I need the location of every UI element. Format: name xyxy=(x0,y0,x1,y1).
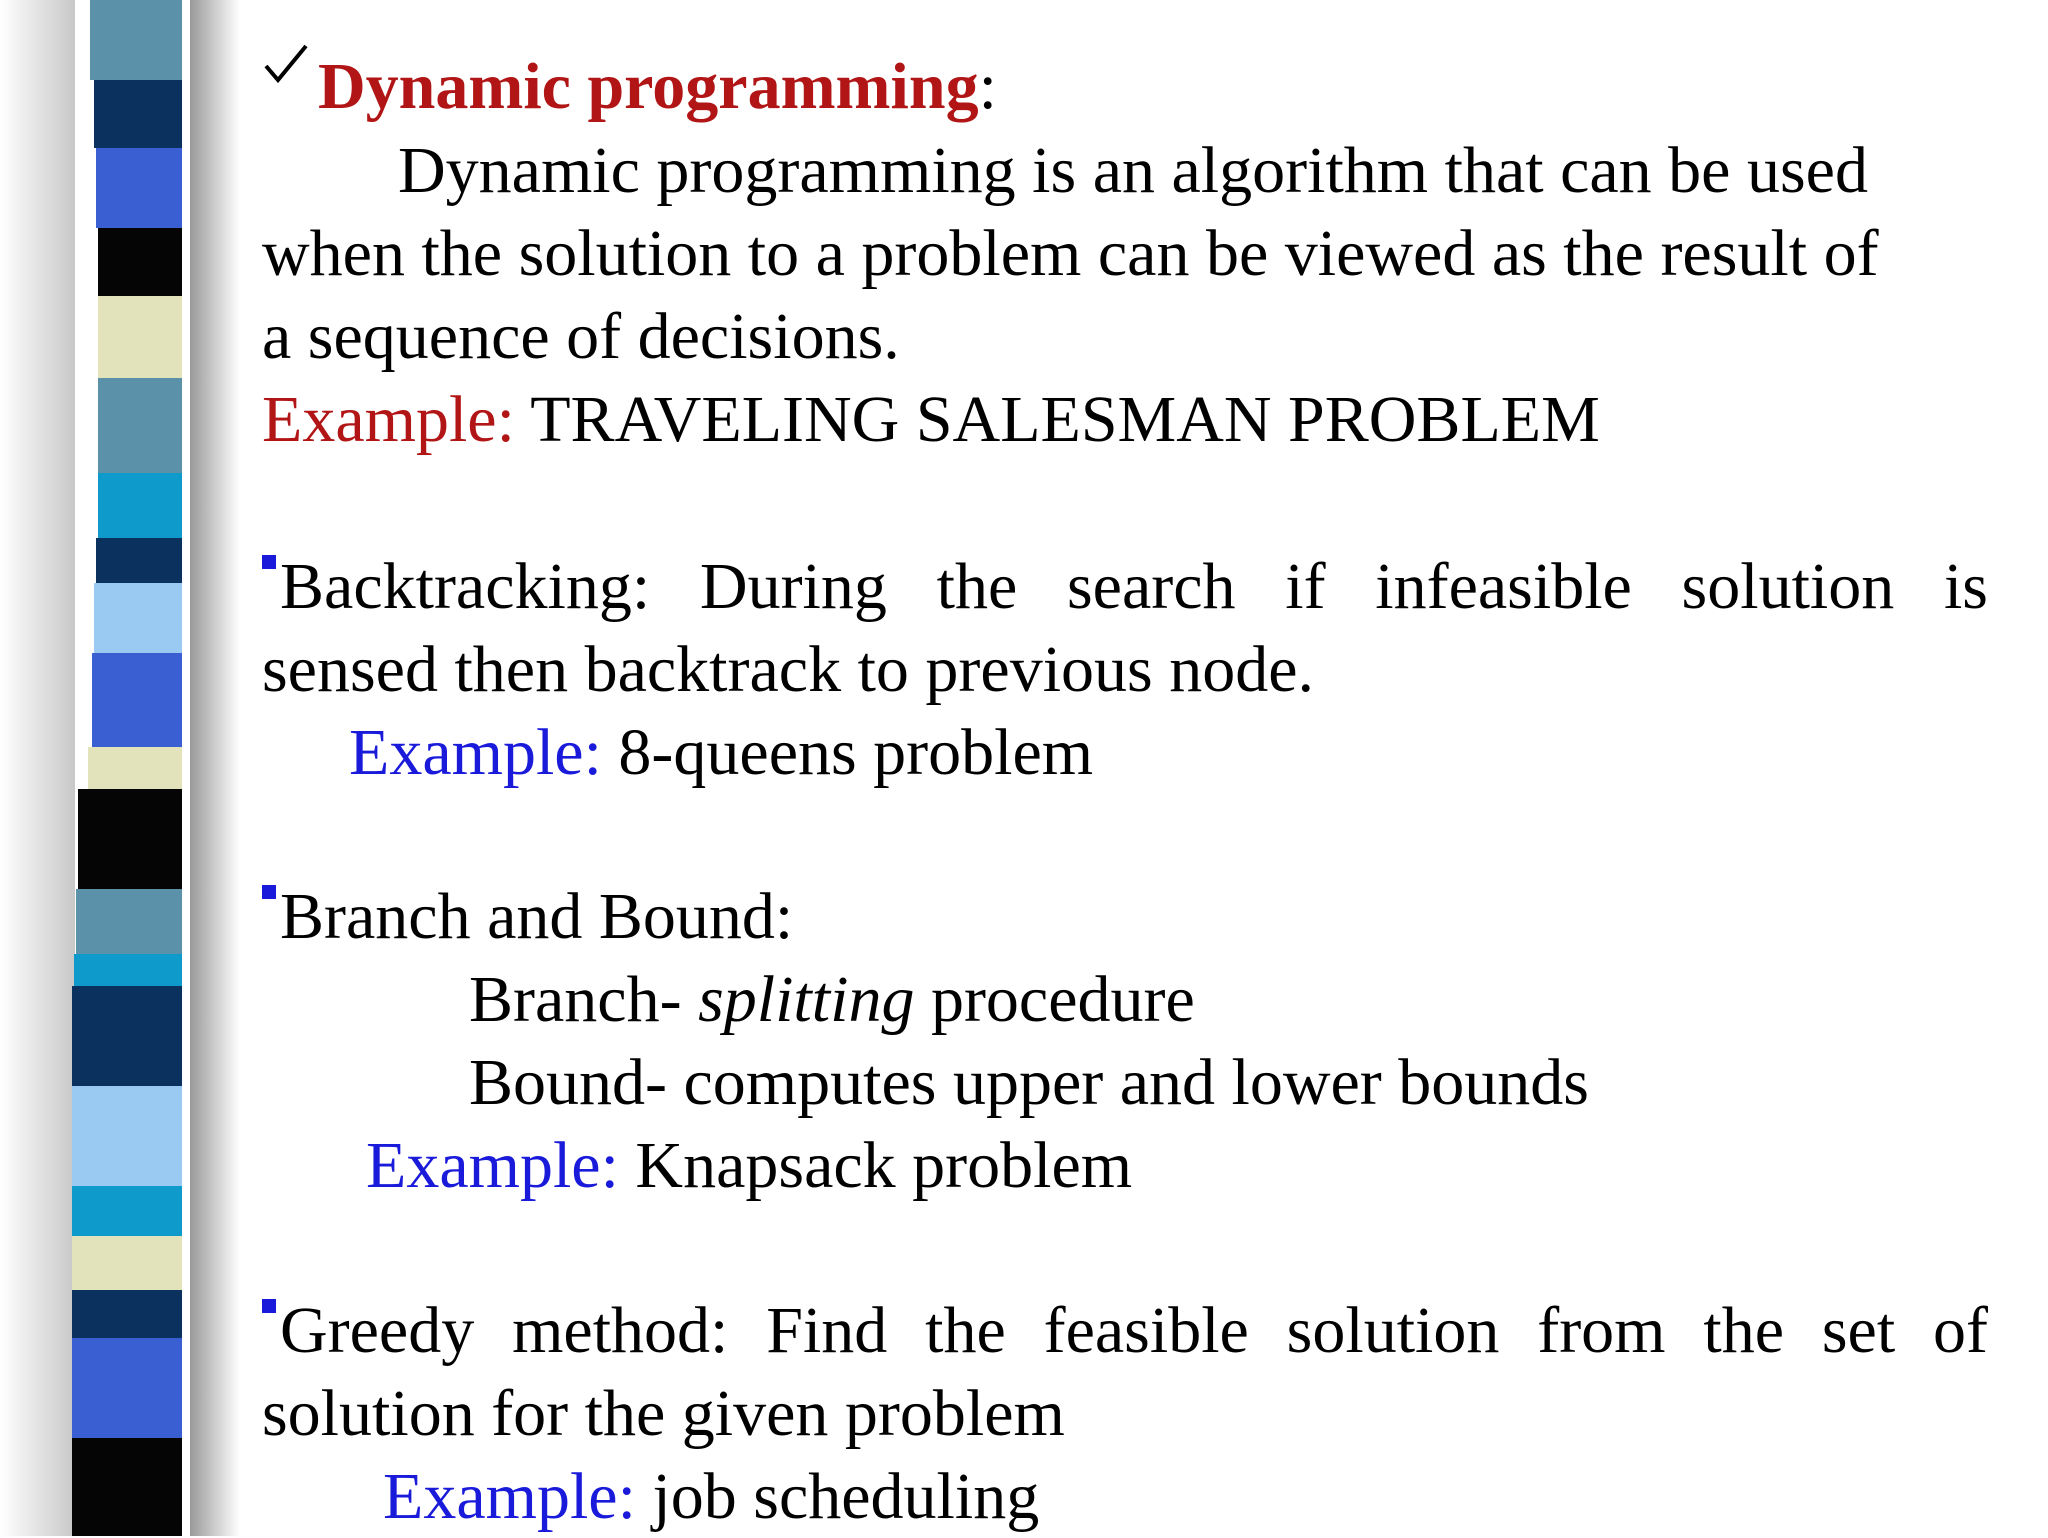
backtracking-line-2: sensed then backtrack to previous node. xyxy=(262,633,1315,706)
dynamic-text-line-2: when the solution to a problem can be viewed as the result of xyxy=(262,217,1879,290)
greedy-line-1 xyxy=(262,1289,1988,1372)
branch-bound-title xyxy=(262,875,793,958)
bound-line: Bound- computes upper and lower bounds xyxy=(469,1046,1589,1119)
greedy-text: Greedy method: Find the feasible solution from the set of xyxy=(280,1294,1988,1367)
greedy-example xyxy=(383,1455,1039,1538)
branch-suffix: procedure xyxy=(930,963,1195,1036)
dynamic-text-line-1: Dynamic programming is an algorithm that can be used xyxy=(398,134,1868,207)
greedy-line-2: solution for the given problem xyxy=(262,1377,1065,1450)
square-bullet-icon xyxy=(262,885,276,899)
branch-bound-example xyxy=(366,1124,1132,1207)
dynamic-heading-colon: : xyxy=(978,50,997,123)
greedy-example-value: job scheduling xyxy=(652,1460,1040,1533)
dynamic-heading-line xyxy=(318,45,997,128)
branch-bound-example-label: Example: xyxy=(366,1129,619,1202)
dynamic-example-label: Example: xyxy=(262,383,515,456)
branch-bound-title-text: Branch and Bound: xyxy=(280,880,794,953)
backtracking-example-value: 8-queens problem xyxy=(618,716,1094,789)
dynamic-example xyxy=(262,378,1600,461)
backtracking-line-1 xyxy=(262,545,1988,628)
check-icon xyxy=(262,40,310,88)
backtracking-text: Backtracking: During the search if infeasible solution is xyxy=(280,550,1988,623)
dynamic-heading: Dynamic programming xyxy=(318,50,979,123)
branch-italic: splitting xyxy=(698,963,915,1036)
branch-line xyxy=(469,958,1195,1041)
square-bullet-icon xyxy=(262,1299,276,1313)
backtracking-example-label: Example: xyxy=(349,716,602,789)
dynamic-text-line-3: a sequence of decisions. xyxy=(262,300,900,373)
decorative-side-stripe xyxy=(0,0,240,1536)
dynamic-example-value: TRAVELING SALESMAN PROBLEM xyxy=(530,383,1600,456)
branch-prefix: Branch- xyxy=(469,963,682,1036)
backtracking-example xyxy=(349,711,1093,794)
square-bullet-icon xyxy=(262,555,276,569)
greedy-example-label: Example: xyxy=(383,1460,636,1533)
branch-bound-example-value: Knapsack problem xyxy=(635,1129,1133,1202)
